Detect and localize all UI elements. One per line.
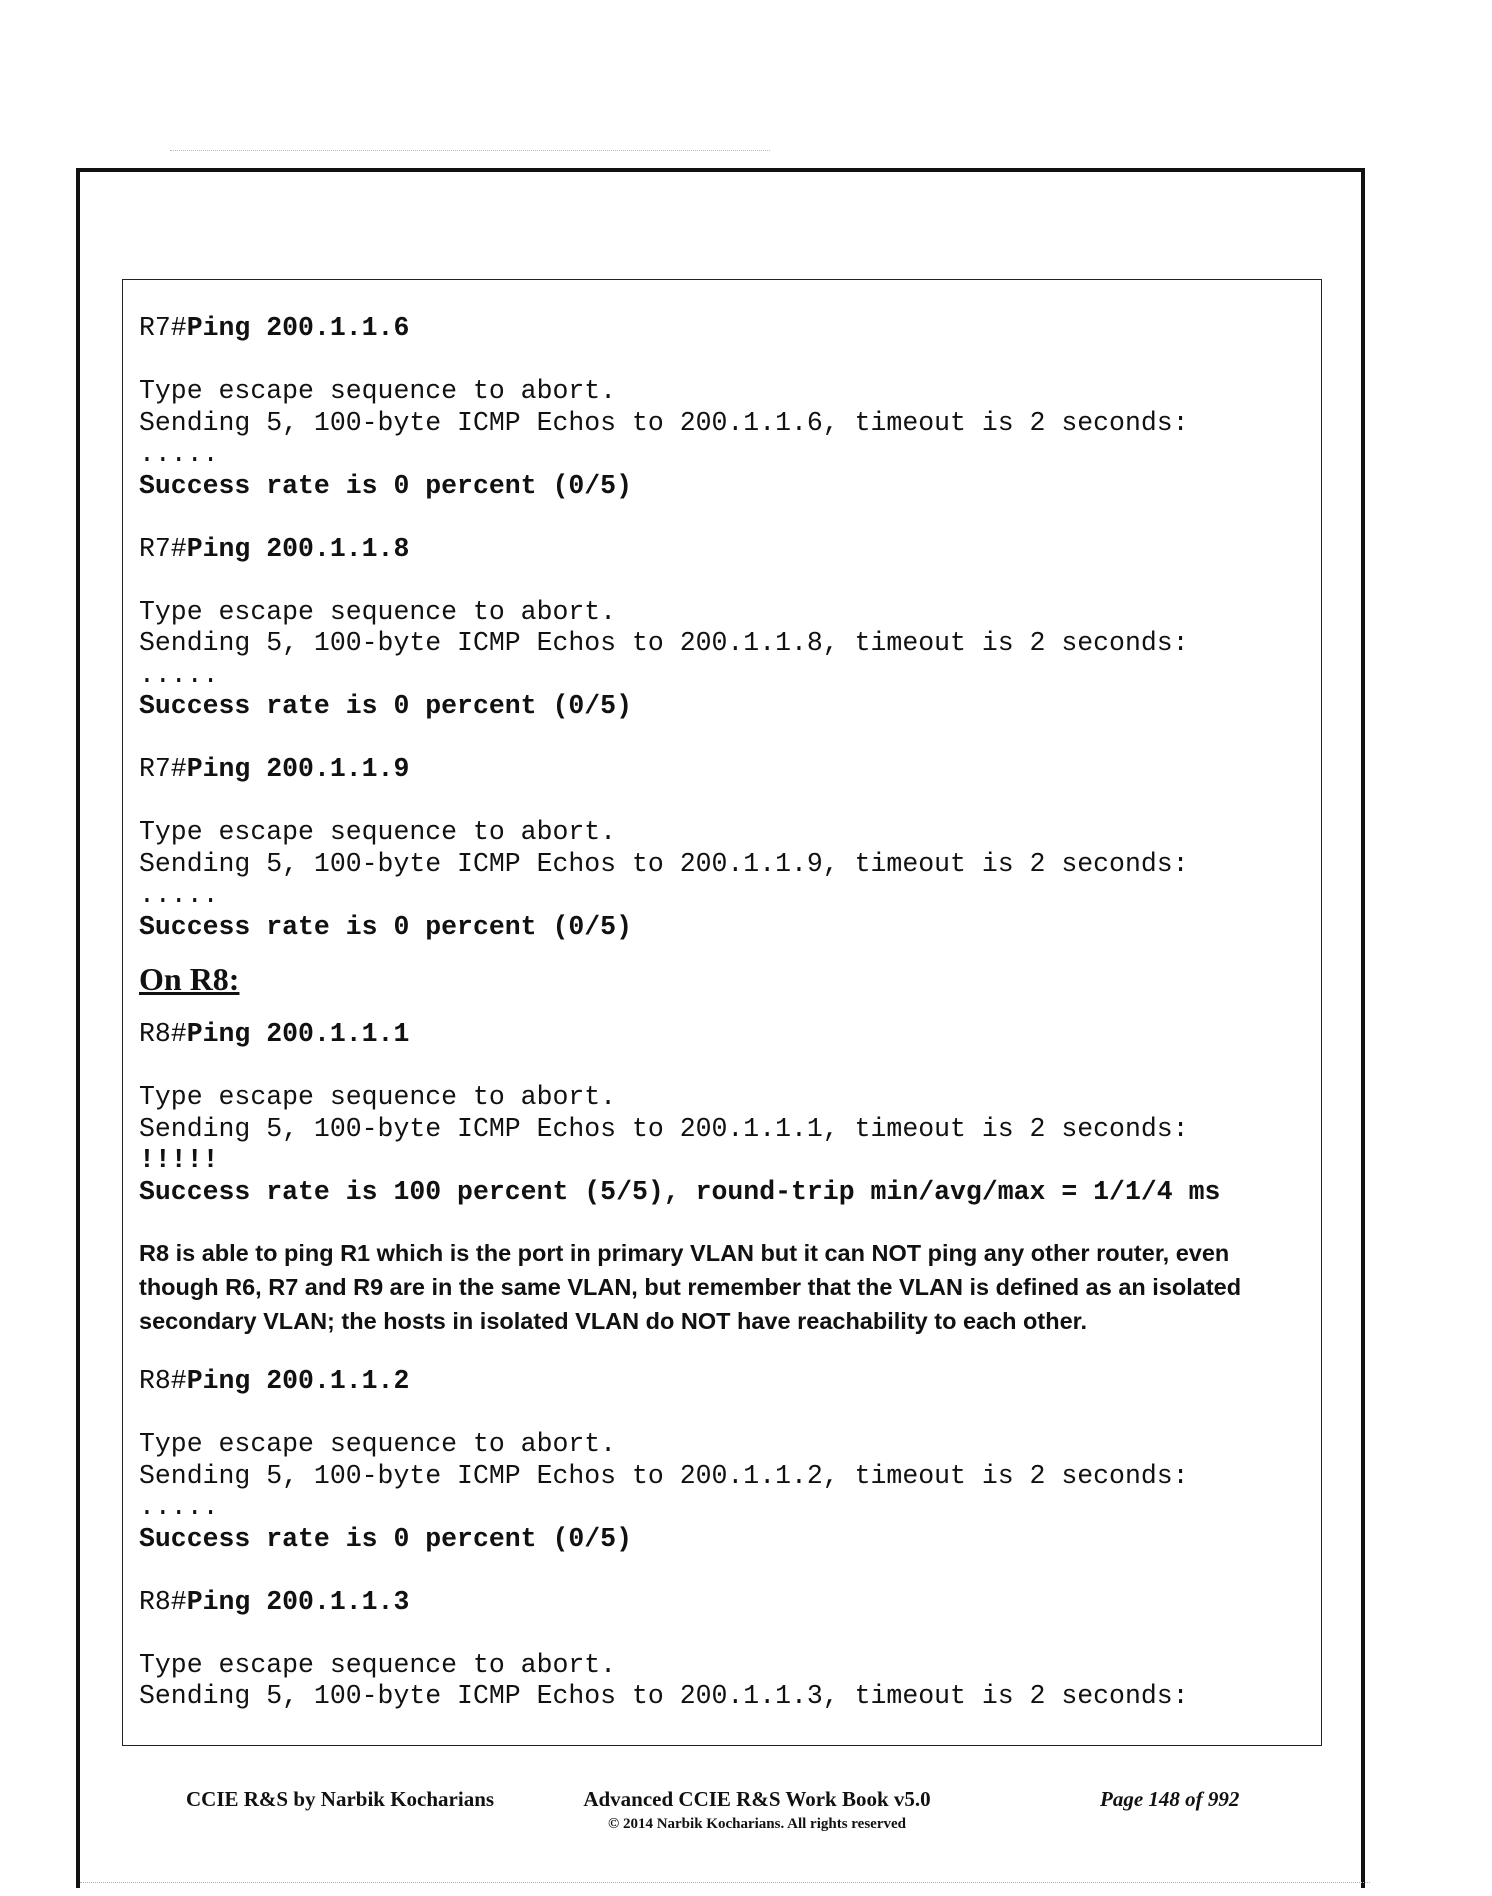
result-line: Success rate is 100 percent (5/5), round-trip min/avg/max = 1/1/4 ms: [139, 1176, 1221, 1207]
command-line: [139, 313, 1311, 345]
sending-line: Sending 5, 100-byte ICMP Echos to 200.1.1.8, timeout is 2 seconds:: [139, 628, 1189, 658]
ping-block: [139, 1019, 1311, 1208]
ping-block: [139, 313, 1311, 502]
command: Ping 200.1.1.3: [186, 1586, 410, 1617]
ping-block: [139, 1366, 1311, 1555]
reply-marks: .....: [139, 439, 219, 469]
footer-book: [567, 1787, 947, 1833]
cli-output-box: [122, 279, 1322, 1746]
footer-page-number: Page 148 of 992: [1100, 1787, 1240, 1811]
command-line: [139, 754, 1311, 786]
escape-line: Type escape sequence to abort.: [139, 1649, 617, 1680]
sending-line: Sending 5, 100-byte ICMP Echos to 200.1.1.6, timeout is 2 seconds:: [139, 407, 1189, 438]
ping-block: [139, 534, 1311, 723]
footer-author: CCIE R&S by Narbik Kocharians: [186, 1787, 495, 1811]
prompt: R8#: [139, 1366, 187, 1396]
prompt: R7#: [139, 754, 187, 784]
prompt: R8#: [139, 1019, 187, 1049]
footer-copyright: © 2014 Narbik Kocharians. All rights reserved: [607, 1816, 906, 1832]
prompt: R7#: [139, 313, 187, 343]
reply-marks: .....: [139, 659, 219, 690]
command-line: [139, 1366, 1311, 1398]
ping-block: [139, 1587, 1311, 1713]
prompt: R7#: [139, 533, 187, 564]
escape-line: Type escape sequence to abort.: [139, 1429, 617, 1459]
escape-line: Type escape sequence to abort.: [139, 817, 617, 847]
command: Ping 200.1.1.2: [186, 1366, 410, 1396]
section-heading: On R8:: [139, 961, 240, 997]
command-line: [139, 1587, 1311, 1619]
result-line: Success rate is 0 percent (0/5): [139, 470, 632, 501]
reply-marks: .....: [139, 1492, 219, 1522]
explanation-note: R8 is able to ping R1 which is the port in primary VLAN but it can NOT ping any other router, even though R6, R7 and R9 are in the same VLAN, but remember that the VLAN is defined as an isolated secondary VLAN; the hosts in isolated VLAN do NOT have reachability to each other.: [139, 1240, 1242, 1334]
sending-line: Sending 5, 100-byte ICMP Echos to 200.1.1.1, timeout is 2 seconds:: [139, 1113, 1189, 1144]
sending-line: Sending 5, 100-byte ICMP Echos to 200.1.1.2, timeout is 2 seconds:: [139, 1460, 1189, 1491]
command: Ping 200.1.1.1: [186, 1019, 410, 1049]
result-line: Success rate is 0 percent (0/5): [139, 911, 632, 942]
ping-block: [139, 754, 1311, 943]
escape-line: Type escape sequence to abort.: [139, 596, 617, 627]
escape-line: Type escape sequence to abort.: [139, 376, 617, 406]
footer-book-title: Advanced CCIE R&S Work Book v5.0: [583, 1787, 931, 1811]
scan-artifact-bottom: [80, 1882, 1370, 1885]
command: Ping 200.1.1.6: [186, 313, 410, 343]
reply-marks: !!!!!: [139, 1145, 219, 1175]
result-line: Success rate is 0 percent (0/5): [139, 1523, 632, 1554]
command-line: [139, 1019, 1311, 1051]
sending-line: Sending 5, 100-byte ICMP Echos to 200.1.1.9, timeout is 2 seconds:: [139, 848, 1189, 879]
page-footer: [0, 1775, 1492, 1835]
escape-line: Type escape sequence to abort.: [139, 1082, 617, 1112]
scan-artifact-top: [170, 150, 770, 153]
prompt: R8#: [139, 1586, 187, 1617]
reply-marks: .....: [139, 880, 219, 910]
command-line: [139, 534, 1311, 566]
command: Ping 200.1.1.8: [186, 533, 410, 564]
sending-line: Sending 5, 100-byte ICMP Echos to 200.1.1.3, timeout is 2 seconds:: [139, 1681, 1189, 1711]
result-line: Success rate is 0 percent (0/5): [139, 691, 632, 721]
cli-content: [139, 313, 1311, 1713]
command: Ping 200.1.1.9: [186, 754, 410, 784]
